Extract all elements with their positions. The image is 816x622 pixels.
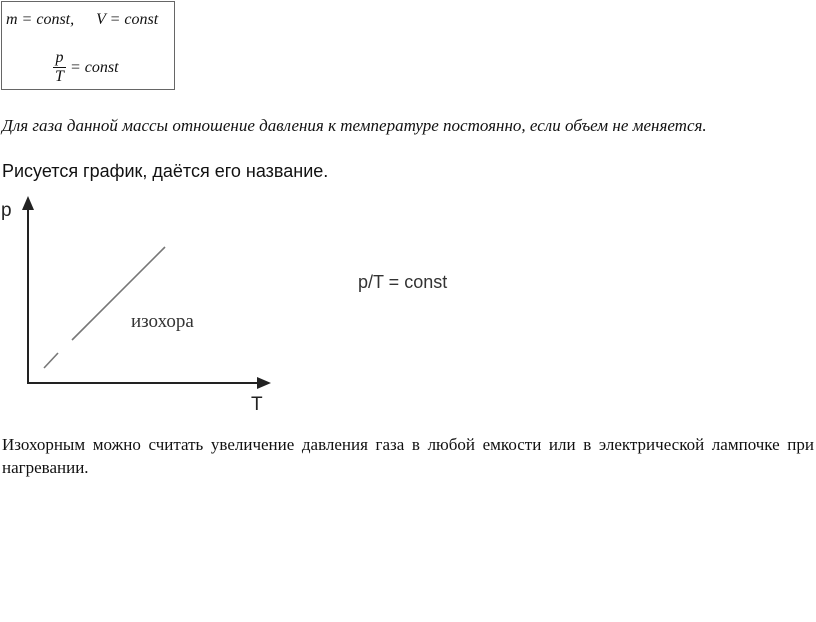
isochoric-example-text: Изохорным можно считать увеличение давления газа в любой емкости или в электрической лампочке при нагревании.	[2, 435, 814, 477]
y-axis-arrow	[22, 196, 34, 210]
formula-equals-const: = const	[70, 59, 119, 76]
y-axis-label: p	[1, 200, 12, 221]
isochoric-law-statement: Для газа данной массы отношение давления к температуре постоянно, если объем не меняется.	[2, 116, 707, 135]
formula-line-constants	[6, 11, 158, 29]
graph-intro-text: Рисуется график, даётся его название.	[2, 161, 329, 181]
fraction-denominator: T	[55, 68, 64, 85]
relation-label: p/T = const	[358, 272, 448, 292]
x-axis-label: T	[251, 394, 263, 415]
isochore-label: изохора	[131, 311, 194, 332]
formula-mass-const: m = const,	[6, 11, 75, 28]
isochore-extrapolation	[44, 353, 58, 368]
fraction-numerator: p	[55, 49, 64, 66]
formula-fraction	[53, 50, 66, 85]
formula-box	[1, 1, 175, 90]
formula-volume-const: V = const	[96, 11, 159, 28]
x-axis-arrow	[257, 377, 271, 389]
isochore-graph	[0, 190, 470, 420]
